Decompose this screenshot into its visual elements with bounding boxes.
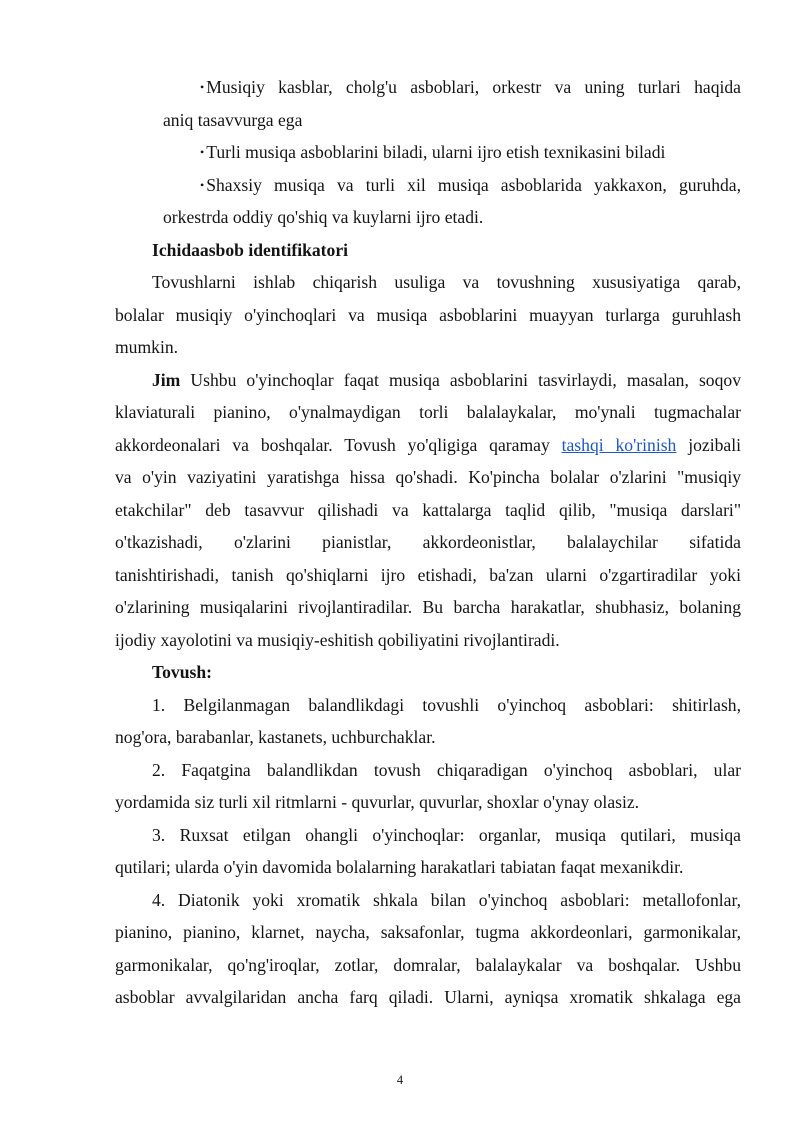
bullet-text-cont: aniq tasavvurga ega [163,109,303,130]
bullet-dot-icon: • [200,80,205,94]
section-heading: Tovush: [152,662,212,682]
list-item: 4. Diatonik yoki xromatik shkala bilan o'yinchoq asboblari: metallofonlar, pianino, pianino, klarnet, naycha, saksafonlar, tugma akkordeonlari, garmonikalar, garmonikalar, qo'ng'iroqlar, zotlar, domralar, balalaykalar va boshqalar. Ushbu asboblar avvalgilaridan ancha farq qiladi. Ularni, ayniqsa xromatik shkalaga ega [115,889,741,1007]
page-number: 4 [396,1073,404,1087]
bullet-item [115,136,741,169]
bullet-item [115,71,741,136]
bullet-text: Turli musiqa asboblarini biladi, ularni ijro etish texnikasini biladi [206,142,666,162]
paragraph-lead: Jim [152,369,181,390]
paragraph: Tovushlarni ishlab chiqarish usuliga va tovushning xususiyatiga qarab, bolalar musiqiy o'yinchoqlari va musiqa asboblarini muayyan turlarga guruhlash mumkin. [115,272,741,357]
bullet-text: Shaxsiy musiqa va turli xil musiqa asboblarida yakkaxon, guruhda, [206,174,741,195]
document-body [115,71,741,1014]
bullet-list [115,71,741,234]
tashqi-korinish-link[interactable]: tashqi ko'rinish [561,434,677,455]
bullet-dot-icon: • [200,177,205,192]
bullet-dot-icon: • [200,145,205,159]
list-item: 3. Ruxsat etilgan ohangli o'yinchoqlar: organlar, musiqa qutilari, musiqa qutilari; ularda o'yin davomida bolalarning harakatlari tabiatan faqat mexanikdir. [115,824,741,877]
section-heading: Ichidaasbob identifikatori [152,239,349,260]
paragraph: Jim Ushbu o'yinchoqlar faqat musiqa asboblarini tasvirlaydi, masalan, soqov klaviaturali pianino, o'ynalmaydigan torli balalaykalar, mo'ynali tugmachalar akkordeonalari va boshqalar. Tovush yo'qligiga qaramay tashqi ko'rinish jozibali va o'yin vaziyatini yaratishga hissa qo'shadi. Ko'pincha bolalar o'zlarini "musiqiy etakchilar" deb tasavvur qilishadi va kattalarga taqlid qilib, "musiqa darslari" o'tkazishadi, o'zlarini pianistlar, akkordeonistlar, balalaychilar sifatida tanishtirishadi, tanish qo'shiqlarni ijro etishadi, ba'zan ularni o'zgartiradilar yoki o'zlarining musiqalarini rivojlantiradilar. Bu barcha harakatlar, shubhasiz, bolaning ijodiy xayolotini va musiqiy-eshitish qobiliyatini rivojlantiradi. [115,369,741,650]
bullet-item [115,169,741,234]
list-item: 1. Belgilanmagan balandlikdagi tovushli o'yinchoq asboblari: shitirlash, nog'ora, barabanlar, kastanets, uchburchaklar. [115,694,741,747]
numbered-list [115,689,741,1014]
bullet-text-cont: orkestrda oddiy qo'shiq va kuylarni ijro etadi. [163,207,484,227]
bullet-text: Musiqiy kasblar, cholg'u asboblari, orkestr va uning turlari haqida [206,77,741,97]
list-item: 2. Faqatgina balandlikdan tovush chiqaradigan o'yinchoq asboblari, ular yordamida siz turli xil ritmlarni - quvurlar, quvurlar, shoxlar o'ynay olasiz. [115,759,741,812]
